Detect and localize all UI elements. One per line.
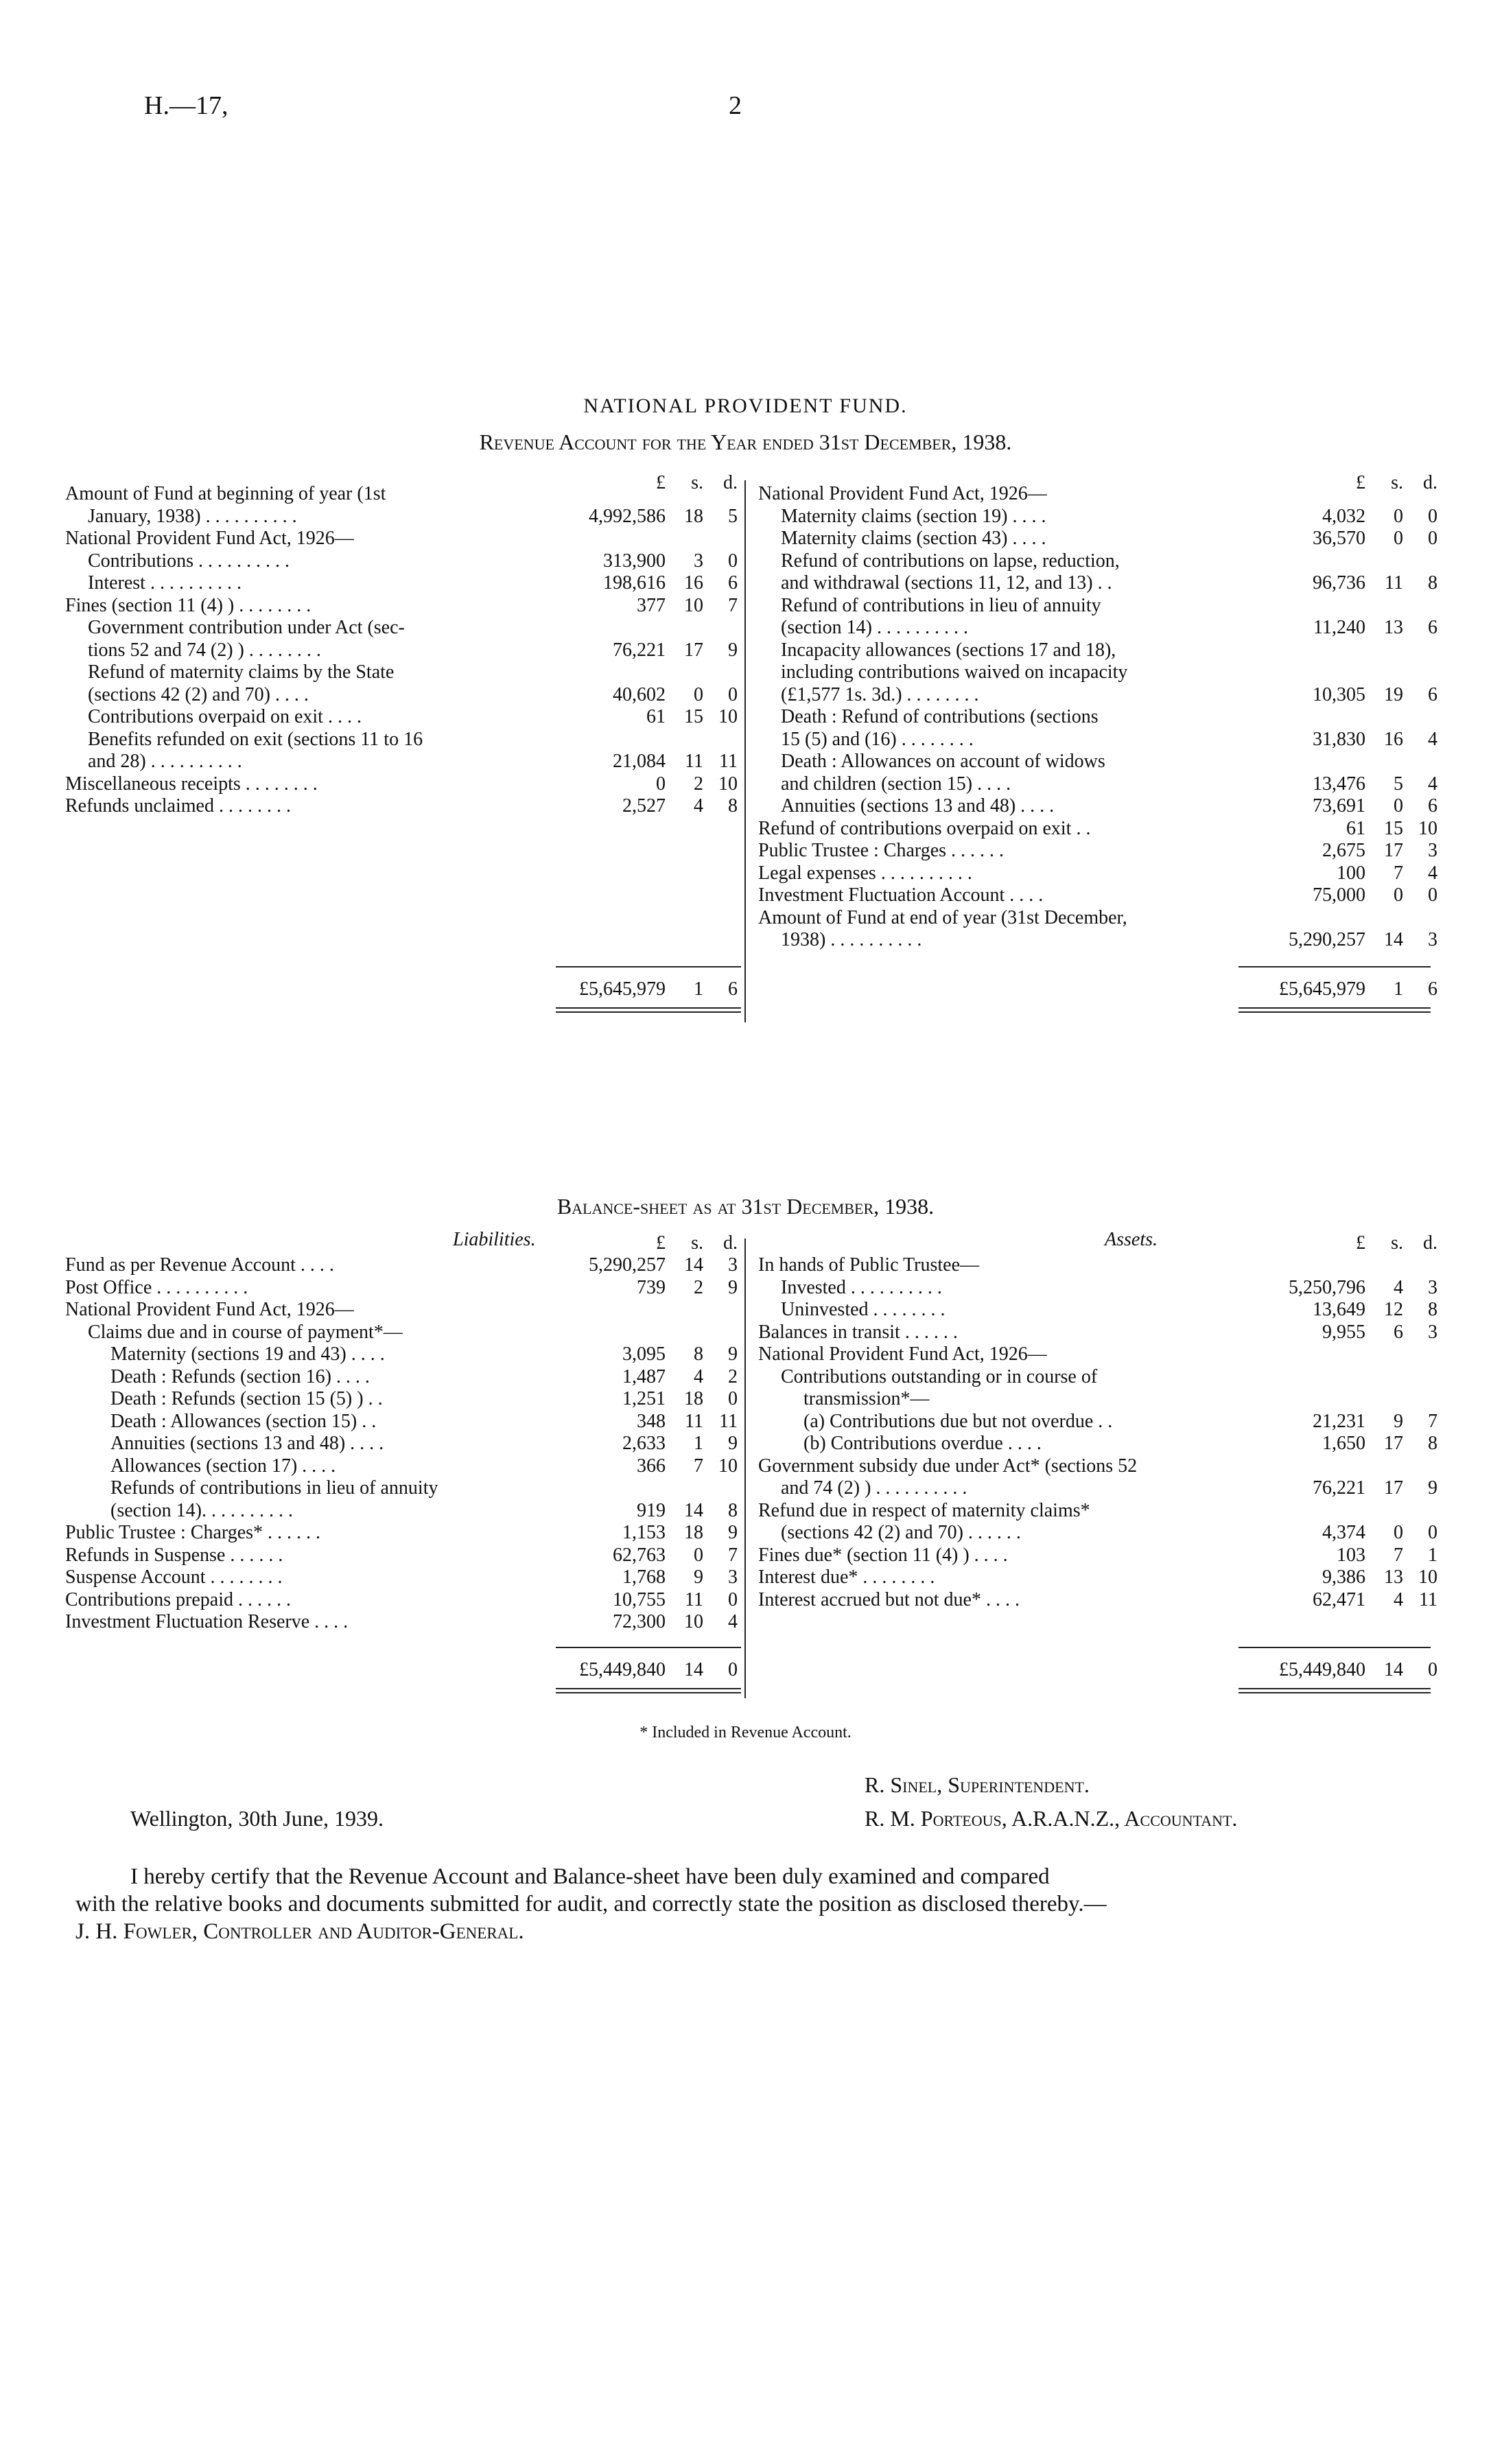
- revenue-receipts-item-pounds: 40,602: [613, 683, 666, 705]
- revenue-payments-item-text: 15 (5) and (16) . . . . . . . .: [781, 728, 974, 750]
- balance-liabilities-item-pounds: 62,763: [613, 1544, 666, 1566]
- revenue-payments-item-text: Death : Refund of contributions (sections: [781, 706, 1099, 727]
- revenue-left-head-shillings: s.: [691, 472, 703, 493]
- revenue-left-total-pence: 6: [728, 978, 738, 1000]
- revenue-payments-item-text: Investment Fluctuation Account . . . .: [758, 884, 1044, 906]
- revenue-payments-item-pounds: 31,830: [1313, 728, 1365, 750]
- revenue-left-head-pence: d.: [723, 472, 738, 493]
- balance-liabilities-item-shillings: 1: [694, 1433, 703, 1454]
- revenue-receipts-item-pence: 10: [718, 706, 738, 727]
- balance-right-total-double-rule-2: [1238, 1692, 1431, 1693]
- balance-assets-item-pounds: 13,649: [1313, 1299, 1365, 1320]
- fund-title: NATIONAL PROVIDENT FUND.: [583, 395, 908, 417]
- balance-assets-item-text: National Provident Fund Act, 1926—: [758, 1344, 1047, 1365]
- revenue-payments-item-pounds: 73,691: [1313, 795, 1365, 817]
- revenue-receipts-item-shillings: 16: [684, 572, 703, 594]
- balance-assets-item-pence: 1: [1428, 1544, 1437, 1566]
- revenue-receipts-item-pounds: 313,900: [603, 550, 666, 572]
- balance-liabilities-item-pence: 4: [728, 1611, 738, 1632]
- revenue-payments-item-pounds: 5,290,257: [1289, 929, 1365, 950]
- balance-liabilities-item-shillings: 9: [694, 1567, 703, 1588]
- revenue-payments-item-shillings: 17: [1384, 840, 1403, 861]
- balance-liabilities-item-pence: 11: [719, 1410, 738, 1432]
- balance-assets-item-pounds: 4,374: [1322, 1522, 1365, 1543]
- balance-liabilities-item-text: Refunds in Suspense . . . . . .: [65, 1544, 283, 1566]
- balance-assets-item-pence: 7: [1428, 1410, 1437, 1432]
- balance-assets-item-pounds: 103: [1337, 1544, 1365, 1566]
- balance-liabilities-item-text: Death : Refunds (section 15 (5) ) . .: [110, 1388, 383, 1409]
- balance-left-head-pence: d.: [723, 1232, 738, 1254]
- balance-liabilities-item-text: Post Office . . . . . . . . . .: [65, 1276, 248, 1298]
- revenue-payments-item-shillings: 0: [1394, 884, 1403, 906]
- balance-liabilities-item-text: Annuities (sections 13 and 48) . . . .: [110, 1433, 384, 1454]
- balance-left-total-double-rule-1: [556, 1688, 741, 1689]
- revenue-left-total-pounds: £5,645,979: [579, 978, 666, 1000]
- revenue-receipts-item-text: Miscellaneous receipts . . . . . . . .: [65, 773, 318, 795]
- revenue-payments-item-text: Refund of contributions overpaid on exit . .: [758, 817, 1091, 839]
- balance-assets-item-text: In hands of Public Trustee—: [758, 1254, 979, 1276]
- balance-assets-item-pence: 3: [1428, 1321, 1437, 1343]
- balance-liabilities-item-pounds: 348: [637, 1410, 666, 1432]
- balance-liabilities-item-text: (section 14). . . . . . . . . .: [110, 1499, 293, 1521]
- balance-liabilities-item-pounds: 1,768: [622, 1567, 666, 1588]
- balance-liabilities-item-text: Contributions prepaid . . . . . .: [65, 1588, 291, 1610]
- revenue-payments-item-pounds: 13,476: [1313, 773, 1365, 795]
- balance-assets-item-pounds: 1,650: [1322, 1433, 1365, 1454]
- balance-assets-item-text: (a) Contributions due but not overdue . .: [803, 1410, 1113, 1432]
- balance-liabilities-item-pounds: 3,095: [622, 1344, 666, 1365]
- balance-right-head-pounds: £: [1356, 1232, 1365, 1254]
- balance-assets-item-shillings: 12: [1384, 1299, 1403, 1320]
- revenue-payments-item-shillings: 16: [1384, 728, 1403, 750]
- balance-assets-item-pounds: 21,231: [1313, 1410, 1365, 1432]
- revenue-payments-item-pence: 0: [1428, 505, 1437, 527]
- revenue-receipts-item-pence: 5: [728, 505, 738, 527]
- document-code: H.—17,: [144, 91, 228, 120]
- revenue-payments-item-shillings: 11: [1385, 572, 1403, 594]
- balance-liabilities-item-text: National Provident Fund Act, 1926—: [65, 1299, 354, 1320]
- balance-assets-item-pence: 8: [1428, 1433, 1437, 1454]
- revenue-receipts-item-pence: 0: [728, 683, 738, 705]
- revenue-payments-item-pounds: 11,240: [1313, 617, 1365, 638]
- balance-assets-item-text: Balances in transit . . . . . .: [758, 1321, 958, 1343]
- balance-liabilities-item-text: Death : Allowances (section 15) . .: [110, 1410, 377, 1432]
- revenue-receipts-item-text: Fines (section 11 (4) ) . . . . . . . .: [65, 594, 312, 616]
- revenue-receipts-item-shillings: 17: [684, 639, 703, 661]
- revenue-payments-item-pounds: 10,305: [1313, 683, 1365, 705]
- revenue-receipts-item-text: Amount of Fund at beginning of year (1st: [65, 483, 386, 504]
- balance-liabilities-item-text: Suspense Account . . . . . . . .: [65, 1567, 283, 1588]
- balance-assets-item-shillings: 9: [1394, 1410, 1403, 1432]
- balance-title: Balance-sheet as at 31st December, 1938.: [556, 1194, 935, 1219]
- revenue-payments-item-text: including contributions waived on incapacity: [781, 661, 1128, 683]
- revenue-receipts-item-pounds: 21,084: [613, 751, 666, 772]
- balance-liabilities-item-pounds: 366: [637, 1455, 666, 1477]
- revenue-payments-item-shillings: 13: [1384, 617, 1403, 638]
- balance-assets-item-text: Contributions outstanding or in course of: [781, 1365, 1098, 1387]
- revenue-payments-item-shillings: 5: [1394, 773, 1403, 795]
- certificate-line-2: with the relative books and documents submitted for audit, and correctly state the position as disclosed thereby.—: [75, 1892, 1107, 1916]
- balance-left-head-shillings: s.: [691, 1232, 703, 1254]
- revenue-payments-item-pence: 10: [1418, 817, 1437, 839]
- balance-assets-item-pence: 8: [1428, 1299, 1437, 1320]
- revenue-receipts-item-text: Government contribution under Act (sec-: [88, 617, 405, 638]
- balance-liabilities-item-pounds: 1,251: [622, 1388, 666, 1409]
- revenue-payments-item-shillings: 14: [1384, 929, 1403, 950]
- revenue-receipts-item-text: January, 1938) . . . . . . . . . .: [88, 505, 297, 527]
- balance-assets-item-pounds: 9,955: [1322, 1321, 1365, 1343]
- revenue-payments-item-text: Refund of contributions on lapse, reduction,: [781, 550, 1120, 572]
- revenue-payments-item-pounds: 75,000: [1313, 884, 1365, 906]
- balance-liabilities-item-pence: 7: [728, 1544, 738, 1566]
- revenue-receipts-item-shillings: 18: [684, 505, 703, 527]
- balance-assets-item-pounds: 76,221: [1313, 1477, 1365, 1499]
- balance-assets-item-pounds: 5,250,796: [1289, 1276, 1365, 1298]
- revenue-payments-item-text: 1938) . . . . . . . . . .: [781, 929, 922, 950]
- balance-liabilities-item-pence: 0: [728, 1388, 738, 1409]
- balance-assets-item-text: Fines due* (section 11 (4) ) . . . .: [758, 1544, 1008, 1566]
- revenue-payments-item-text: National Provident Fund Act, 1926—: [758, 483, 1047, 504]
- balance-liabilities-item-text: Fund as per Revenue Account . . . .: [65, 1254, 334, 1276]
- balance-right-head-shillings: s.: [1391, 1232, 1403, 1254]
- revenue-receipts-item-text: Refunds unclaimed . . . . . . . .: [65, 795, 291, 817]
- revenue-receipts-item-shillings: 11: [685, 751, 703, 772]
- balance-liabilities-item-text: Maternity (sections 19 and 43) . . . .: [110, 1344, 385, 1365]
- revenue-payments-item-text: Maternity claims (section 43) . . . .: [781, 528, 1046, 549]
- revenue-payments-item-text: Public Trustee : Charges . . . . . .: [758, 840, 1005, 861]
- revenue-receipts-item-pence: 0: [728, 550, 738, 572]
- revenue-payments-item-text: Annuities (sections 13 and 48) . . . .: [781, 795, 1055, 817]
- revenue-receipts-item-text: and 28) . . . . . . . . . .: [88, 751, 242, 772]
- certificate-line-3: J. H. Fowler, Controller and Auditor-General.: [75, 1919, 524, 1944]
- revenue-receipts-item-text: Contributions overpaid on exit . . . .: [88, 706, 362, 727]
- revenue-payments-item-pounds: 61: [1346, 817, 1365, 839]
- balance-right-head-pence: d.: [1423, 1232, 1437, 1254]
- revenue-payments-item-shillings: 15: [1384, 817, 1403, 839]
- revenue-receipts-item-pounds: 0: [656, 773, 666, 795]
- balance-liabilities-item-shillings: 11: [685, 1588, 703, 1610]
- revenue-payments-item-pounds: 100: [1337, 862, 1365, 884]
- balance-assets-item-text: (sections 42 (2) and 70) . . . . . .: [781, 1522, 1021, 1543]
- balance-assets-item-pounds: 9,386: [1322, 1567, 1365, 1588]
- revenue-receipts-item-pounds: 76,221: [613, 639, 666, 661]
- liabilities-heading: Liabilities.: [453, 1229, 536, 1250]
- revenue-title: Revenue Account for the Year ended 31st December, 1938.: [479, 430, 1012, 454]
- balance-left-total-pounds: £5,449,840: [579, 1659, 666, 1680]
- signature-superintendent: R. Sinel, Superintendent.: [865, 1772, 1090, 1797]
- revenue-payments-item-text: Refund of contributions in lieu of annuity: [781, 594, 1101, 616]
- balance-liabilities-item-shillings: 11: [685, 1410, 703, 1432]
- balance-liabilities-item-pounds: 1,487: [622, 1365, 666, 1387]
- revenue-payments-item-pence: 0: [1428, 884, 1437, 906]
- balance-left-total-double-rule-2: [556, 1692, 741, 1693]
- balance-left-head-pounds: £: [656, 1232, 666, 1254]
- balance-right-total-pence: 0: [1428, 1659, 1437, 1680]
- revenue-payments-item-pounds: 4,032: [1322, 505, 1365, 527]
- balance-liabilities-item-shillings: 14: [684, 1254, 703, 1276]
- revenue-receipts-item-pence: 7: [728, 594, 738, 616]
- balance-liabilities-item-shillings: 8: [694, 1344, 703, 1365]
- revenue-receipts-item-text: Refund of maternity claims by the State: [88, 661, 395, 683]
- balance-assets-item-shillings: 13: [1384, 1567, 1403, 1588]
- balance-assets-item-pence: 3: [1428, 1276, 1437, 1298]
- revenue-payments-item-pence: 4: [1428, 862, 1437, 884]
- balance-liabilities-item-pence: 3: [728, 1254, 738, 1276]
- balance-assets-item-pounds: 62,471: [1313, 1588, 1365, 1610]
- revenue-right-head-shillings: s.: [1391, 472, 1403, 493]
- revenue-payments-item-text: Incapacity allowances (sections 17 and 18),: [781, 639, 1116, 661]
- revenue-right-head-pounds: £: [1356, 472, 1365, 493]
- revenue-right-total-pounds: £5,645,979: [1279, 978, 1365, 1000]
- revenue-payments-item-shillings: 0: [1394, 505, 1403, 527]
- revenue-right-total-pence: 6: [1428, 978, 1437, 1000]
- revenue-receipts-item-pence: 11: [719, 751, 738, 772]
- balance-right-total-double-rule-1: [1238, 1688, 1431, 1689]
- balance-left-total-pence: 0: [728, 1659, 738, 1680]
- certificate-line-1: I hereby certify that the Revenue Account and Balance-sheet have been duly examined and compared: [130, 1864, 1050, 1889]
- balance-liabilities-item-pence: 9: [728, 1522, 738, 1543]
- balance-liabilities-item-shillings: 2: [694, 1276, 703, 1298]
- revenue-receipts-item-shillings: 2: [694, 773, 703, 795]
- revenue-payments-item-pence: 6: [1428, 683, 1437, 705]
- revenue-payments-item-pence: 8: [1428, 572, 1437, 594]
- revenue-receipts-item-shillings: 3: [694, 550, 703, 572]
- place-date: Wellington, 30th June, 1939.: [130, 1806, 384, 1831]
- revenue-payments-item-pounds: 2,675: [1322, 840, 1365, 861]
- revenue-receipts-item-text: Benefits refunded on exit (sections 11 to 16: [88, 728, 423, 750]
- balance-assets-item-pence: 9: [1428, 1477, 1437, 1499]
- balance-liabilities-item-shillings: 18: [684, 1388, 703, 1409]
- balance-liabilities-item-pounds: 2,633: [622, 1433, 666, 1454]
- balance-liabilities-item-shillings: 14: [684, 1499, 703, 1521]
- revenue-payments-item-text: and withdrawal (sections 11, 12, and 13) . .: [781, 572, 1112, 594]
- balance-assets-item-shillings: 4: [1394, 1588, 1403, 1610]
- balance-assets-item-text: Invested . . . . . . . . . .: [781, 1276, 942, 1298]
- revenue-payments-item-pence: 4: [1428, 728, 1437, 750]
- revenue-payments-item-text: (£1,577 1s. 3d.) . . . . . . . .: [781, 683, 979, 705]
- revenue-payments-item-text: (section 14) . . . . . . . . . .: [781, 617, 968, 638]
- balance-liabilities-item-pence: 8: [728, 1499, 738, 1521]
- balance-liabilities-item-shillings: 10: [684, 1611, 703, 1632]
- balance-assets-item-text: Refund due in respect of maternity claims*: [758, 1499, 1090, 1521]
- revenue-receipts-item-text: Interest . . . . . . . . . .: [88, 572, 242, 594]
- balance-assets-item-pence: 0: [1428, 1522, 1437, 1543]
- balance-liabilities-item-pence: 2: [728, 1365, 738, 1387]
- revenue-receipts-item-text: tions 52 and 74 (2) ) . . . . . . . .: [88, 639, 321, 661]
- revenue-receipts-item-shillings: 0: [694, 683, 703, 705]
- balance-assets-item-text: and 74 (2) ) . . . . . . . . . .: [781, 1477, 967, 1499]
- balance-right-total-shillings: 14: [1384, 1659, 1403, 1680]
- balance-liabilities-item-pounds: 72,300: [613, 1611, 666, 1632]
- balance-liabilities-item-pounds: 5,290,257: [589, 1254, 666, 1276]
- revenue-payments-item-shillings: 7: [1394, 862, 1403, 884]
- balance-liabilities-item-pence: 9: [728, 1344, 738, 1365]
- revenue-payments-item-text: Death : Allowances on account of widows: [781, 751, 1105, 772]
- revenue-payments-item-text: and children (section 15) . . . .: [781, 773, 1011, 795]
- revenue-payments-item-pounds: 36,570: [1313, 528, 1365, 549]
- revenue-payments-item-pence: 6: [1428, 795, 1437, 817]
- balance-liabilities-item-shillings: 0: [694, 1544, 703, 1566]
- revenue-receipts-item-shillings: 10: [684, 594, 703, 616]
- balance-right-total-pounds: £5,449,840: [1279, 1659, 1365, 1680]
- revenue-receipts-item-pence: 10: [718, 773, 738, 795]
- revenue-payments-item-pence: 6: [1428, 617, 1437, 638]
- revenue-left-head-pounds: £: [656, 472, 666, 493]
- balance-assets-item-shillings: 0: [1394, 1522, 1403, 1543]
- revenue-receipts-item-text: Contributions . . . . . . . . . .: [88, 550, 290, 572]
- balance-liabilities-item-pounds: 1,153: [622, 1522, 666, 1543]
- balance-liabilities-item-pence: 3: [728, 1567, 738, 1588]
- balance-assets-item-text: transmission*—: [803, 1388, 930, 1409]
- revenue-receipts-item-shillings: 4: [694, 795, 703, 817]
- revenue-payments-item-shillings: 0: [1394, 795, 1403, 817]
- revenue-right-head-pence: d.: [1423, 472, 1437, 493]
- revenue-payments-item-pence: 0: [1428, 528, 1437, 549]
- balance-left-total-shillings: 14: [684, 1659, 703, 1680]
- balance-liabilities-item-pence: 10: [718, 1455, 738, 1477]
- revenue-payments-item-shillings: 0: [1394, 528, 1403, 549]
- balance-right-rule: [1238, 1647, 1431, 1648]
- balance-assets-item-text: Interest accrued but not due* . . . .: [758, 1588, 1020, 1610]
- page-number: 2: [729, 91, 742, 120]
- balance-liabilities-item-pence: 9: [728, 1433, 738, 1454]
- revenue-receipts-item-pounds: 61: [646, 706, 666, 727]
- revenue-receipts-item-pence: 9: [728, 639, 738, 661]
- balance-assets-item-pence: 10: [1418, 1567, 1437, 1588]
- revenue-payments-item-pounds: 96,736: [1313, 572, 1365, 594]
- revenue-receipts-item-shillings: 15: [684, 706, 703, 727]
- revenue-payments-item-text: Amount of Fund at end of year (31st December,: [758, 906, 1127, 928]
- balance-assets-item-shillings: 4: [1394, 1276, 1403, 1298]
- balance-liabilities-item-text: Allowances (section 17) . . . .: [110, 1455, 336, 1477]
- revenue-payments-item-pence: 3: [1428, 929, 1437, 950]
- revenue-right-total-shillings: 1: [1394, 978, 1403, 1000]
- balance-liabilities-item-shillings: 18: [684, 1522, 703, 1543]
- balance-liabilities-item-text: Public Trustee : Charges* . . . . . .: [65, 1522, 321, 1543]
- revenue-payments-item-pence: 3: [1428, 840, 1437, 861]
- balance-liabilities-item-pounds: 739: [637, 1276, 666, 1298]
- balance-assets-item-text: (b) Contributions overdue . . . .: [803, 1433, 1042, 1454]
- revenue-receipts-item-pounds: 2,527: [622, 795, 666, 817]
- balance-assets-item-pence: 11: [1419, 1588, 1437, 1610]
- footnote: * Included in Revenue Account.: [639, 1724, 852, 1741]
- balance-assets-item-text: Uninvested . . . . . . . .: [781, 1299, 946, 1320]
- revenue-payments-item-shillings: 19: [1384, 683, 1403, 705]
- balance-assets-item-shillings: 7: [1394, 1544, 1403, 1566]
- balance-divider: [744, 1239, 746, 1698]
- balance-liabilities-item-pence: 0: [728, 1588, 738, 1610]
- revenue-receipts-item-pounds: 198,616: [603, 572, 666, 594]
- balance-left-rule: [556, 1647, 741, 1648]
- balance-assets-item-shillings: 17: [1384, 1477, 1403, 1499]
- revenue-receipts-item-pounds: 4,992,586: [589, 505, 666, 527]
- balance-assets-item-shillings: 6: [1394, 1321, 1403, 1343]
- revenue-receipts-item-pence: 8: [728, 795, 738, 817]
- balance-liabilities-item-text: Claims due and in course of payment*—: [88, 1321, 403, 1343]
- balance-liabilities-item-pounds: 919: [637, 1499, 666, 1521]
- balance-liabilities-item-pounds: 10,755: [613, 1588, 666, 1610]
- balance-liabilities-item-shillings: 7: [694, 1455, 703, 1477]
- balance-liabilities-item-pence: 9: [728, 1276, 738, 1298]
- balance-assets-item-text: Interest due* . . . . . . . .: [758, 1567, 935, 1588]
- revenue-payments-item-pence: 4: [1428, 773, 1437, 795]
- balance-assets-item-text: Government subsidy due under Act* (sections 52: [758, 1455, 1138, 1477]
- revenue-receipts-item-text: (sections 42 (2) and 70) . . . .: [88, 683, 309, 705]
- revenue-receipts-item-text: National Provident Fund Act, 1926—: [65, 528, 354, 549]
- revenue-receipts-item-pounds: 377: [637, 594, 666, 616]
- balance-liabilities-item-text: Death : Refunds (section 16) . . . .: [110, 1365, 370, 1387]
- revenue-left-total-shillings: 1: [694, 978, 703, 1000]
- balance-liabilities-item-shillings: 4: [694, 1365, 703, 1387]
- signature-accountant: R. M. Porteous, A.R.A.N.Z., Accountant.: [865, 1806, 1238, 1831]
- balance-liabilities-item-text: Refunds of contributions in lieu of annuity: [110, 1477, 438, 1499]
- revenue-receipts-item-pence: 6: [728, 572, 738, 594]
- revenue-payments-item-text: Legal expenses . . . . . . . . . .: [758, 862, 972, 884]
- assets-heading: Assets.: [1105, 1229, 1158, 1250]
- balance-assets-item-shillings: 17: [1384, 1433, 1403, 1454]
- revenue-payments-item-text: Maternity claims (section 19) . . . .: [781, 505, 1046, 527]
- balance-liabilities-item-text: Investment Fluctuation Reserve . . . .: [65, 1611, 349, 1632]
